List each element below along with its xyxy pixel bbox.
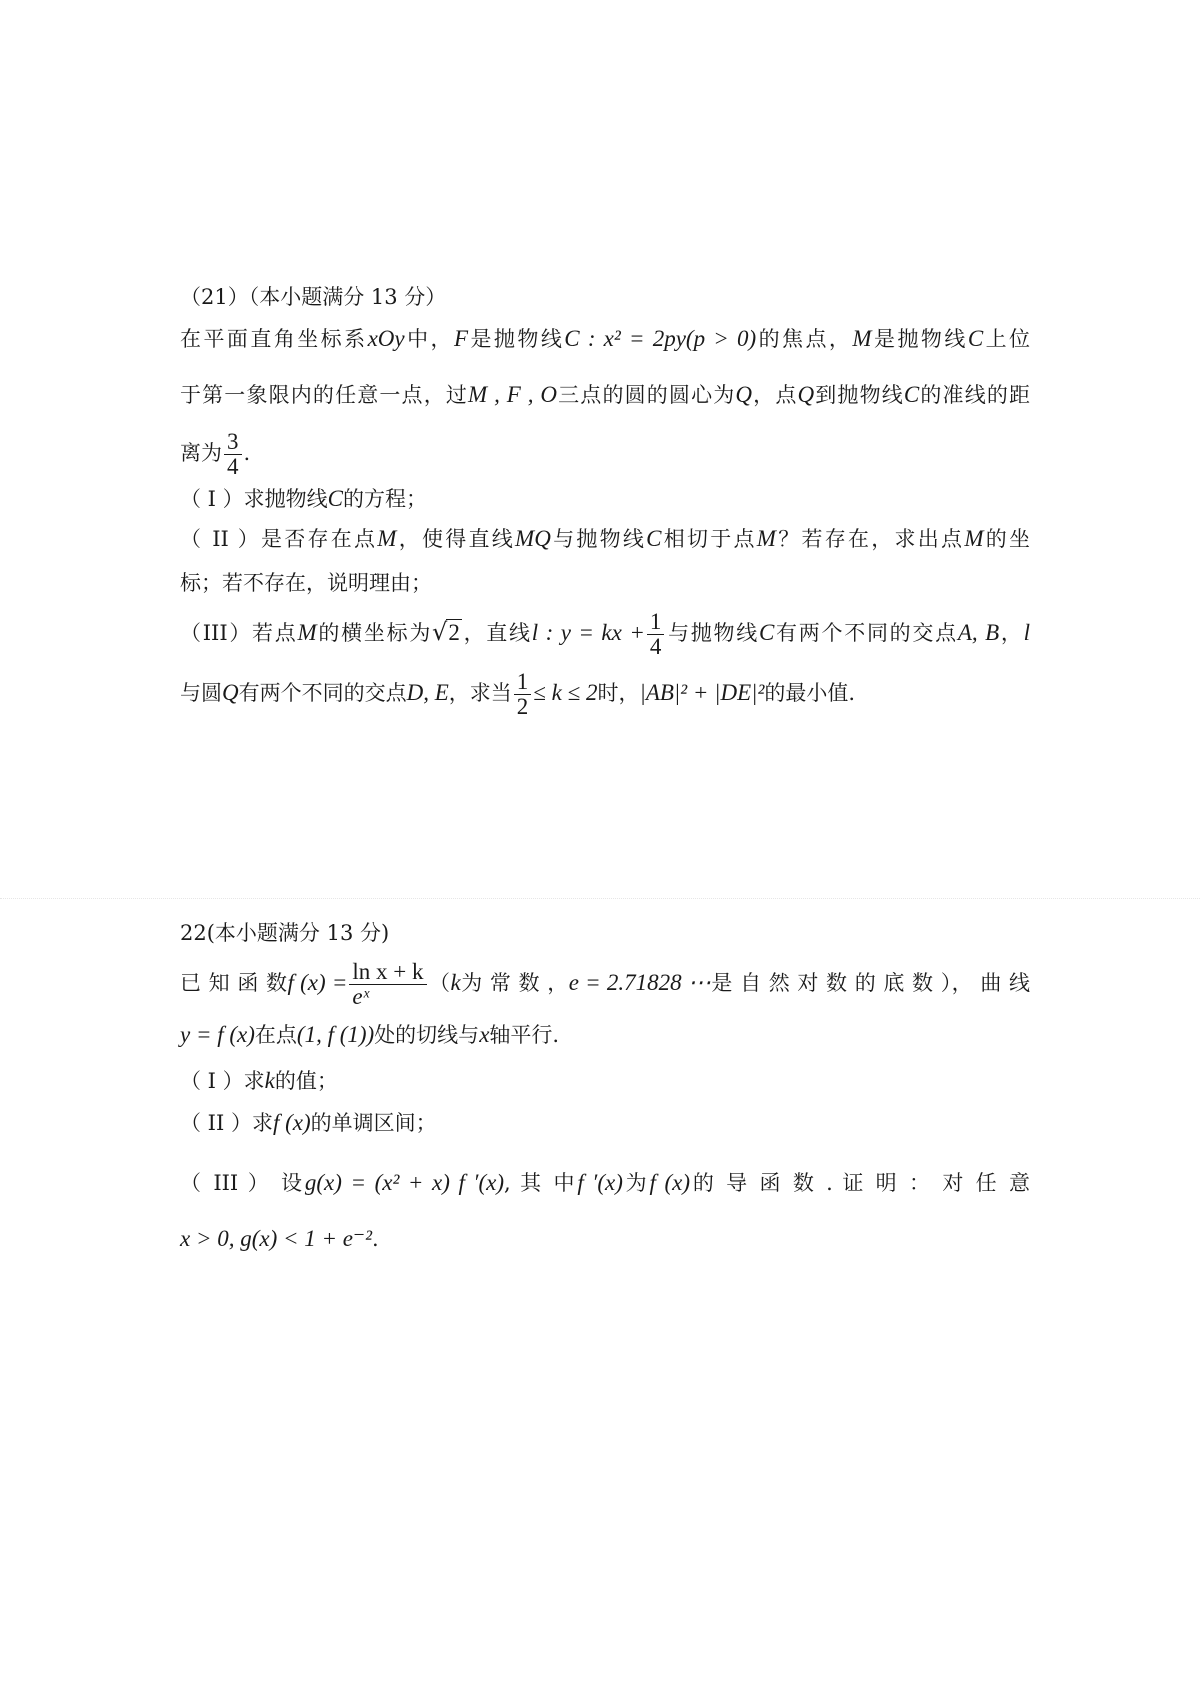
q22-part-2: （ II ）求f (x)的单调区间；	[180, 1110, 437, 1135]
parabola-equation: C : x² = 2py(p > 0)	[564, 326, 757, 351]
q21-line-1: 在平面直角坐标系xOy中，F是抛物线C : x² = 2py(p > 0)的焦点，M是抛物线C上位	[180, 326, 1031, 351]
page-divider	[0, 898, 1200, 899]
q21-part-1: （ I ）求抛物线C的方程；	[180, 486, 427, 511]
fraction-function: $\frac{\text{ln x + k}}{\text{eˣ}}$	[349, 960, 426, 1009]
q22-header: 22(本小题满分 13 分)	[180, 921, 390, 945]
q21-header: （21）（本小题满分 13 分）	[180, 285, 447, 309]
q21-part-2-cont: 标；若不存在，说明理由；	[180, 571, 432, 595]
q22-part-3-cont: x > 0, g(x) < 1 + e⁻².	[180, 1226, 379, 1251]
fraction-one-half: $\frac{1}{2}$	[514, 670, 532, 719]
distance-expression: |AB|² + |DE|²	[639, 680, 765, 705]
sqrt-sign: √	[432, 618, 448, 646]
q21-part-2: （ II ）是否存在点M，使得直线MQ与抛物线C相切于点M？若存在，求出点M的坐	[180, 526, 1031, 551]
fraction-three-quarters: $\frac{3}{4}$	[224, 430, 242, 479]
fraction-one-quarter: $\frac{1}{4}$	[647, 610, 665, 659]
q21-part-3: （III）若点M的横坐标为√2，直线l : y = kx + $\frac{1}{4}$ 与抛物线C有两个不同的交点A, B，l	[180, 609, 1031, 659]
q21-line-3: 离为 $\frac{3}{4}$ .	[180, 429, 251, 479]
q22-part-3: （ III ） 设g(x) = (x² + x) f ′(x), 其 中f ′(x)为f (x)的 导 函 数 . 证 明 ： 对 任 意	[180, 1170, 1030, 1195]
q21-part-3-cont: 与圆Q有两个不同的交点D, E，求当 $\frac{1}{2}$ ≤ k ≤ 2时，|AB|² + |DE|²的最小值.	[180, 669, 856, 719]
q22-part-1: （ I ）求k的值；	[180, 1068, 338, 1093]
q21-line-2: 于第一象限内的任意一点，过M , F , O三点的圆的圆心为Q，点Q到抛物线C的准线的距	[180, 382, 1031, 407]
q22-line-1: 已 知 函 数f (x) = $\frac{\text{ln x + k}}{\text{eˣ}}$ （k为 常 数 ，e = 2.71828 ⋯是 自 然 对 数 的 底 数 ）， 曲 线	[180, 959, 1031, 1009]
q22-line-2: y = f (x)在点(1, f (1))处的切线与x轴平行.	[180, 1022, 560, 1047]
